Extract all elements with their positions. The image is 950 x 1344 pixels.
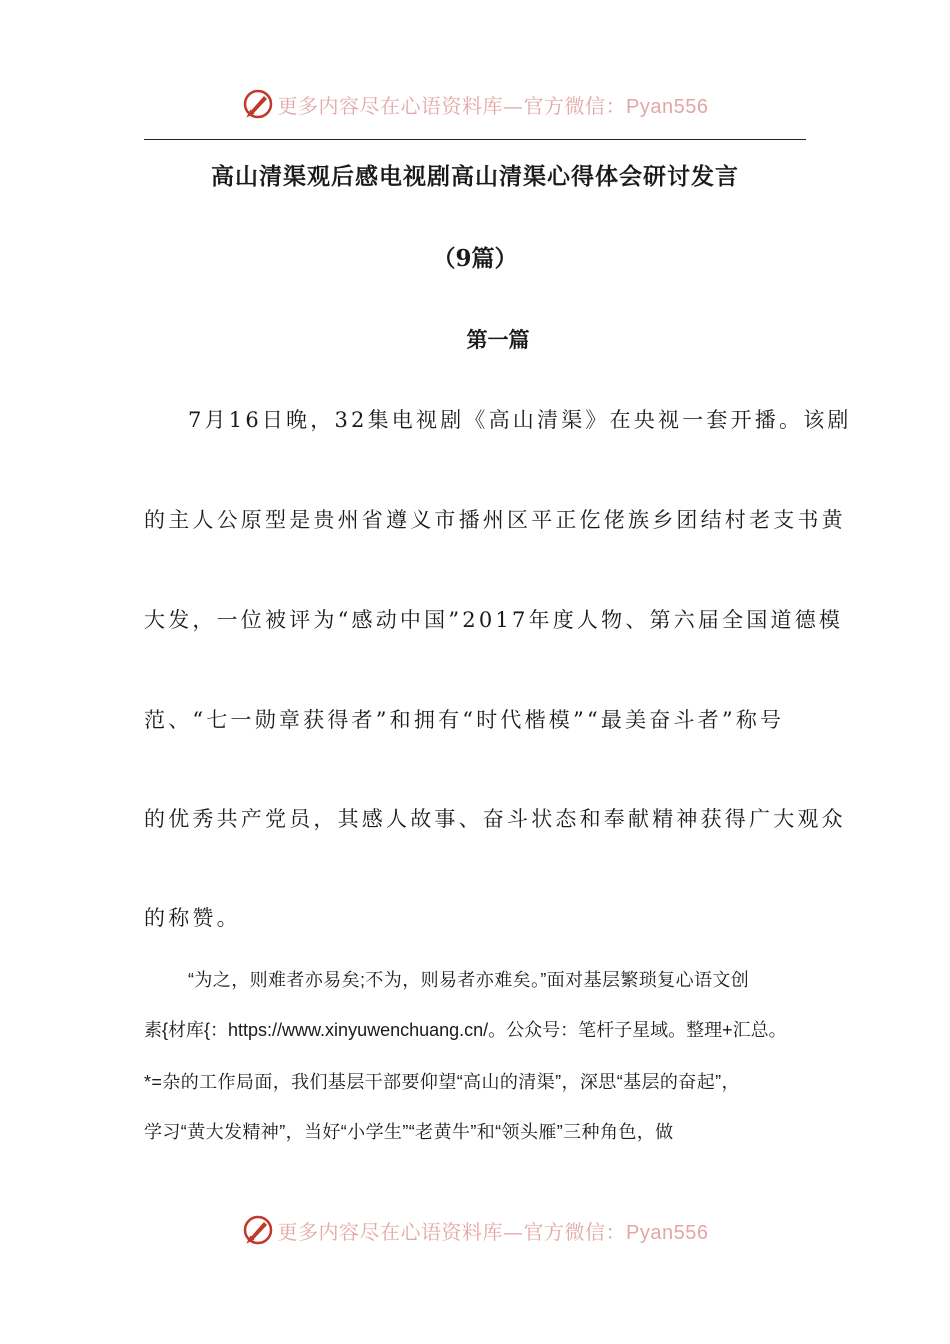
section-heading: 第一篇 (466, 327, 530, 352)
banner-message: 更多内容尽在心语资料库—官方微信： (277, 1219, 627, 1244)
document-title: 高山清渠观后感电视剧高山清渠心得体会研讨发言 (211, 163, 739, 190)
paragraph-line: *=杂的工作局面，我们基层干部要仰望“高山的清渠”，深思“基层的奋起”， (144, 1072, 740, 1092)
paragraph-line: 素{材库{：https://www.xinyuwenchuang.cn/。公众号：笔杆子星域。整理+汇总。 (144, 1020, 787, 1040)
header-banner (0, 82, 950, 126)
banner-text (278, 1216, 709, 1245)
paragraph-line: 范、“七一勋章获得者”和拥有“时代楷模”“最美奋斗者”称号 (144, 708, 785, 732)
quill-logo-icon (242, 88, 274, 120)
wechat-id: Pyan556 (626, 95, 709, 118)
header-rule (144, 139, 806, 140)
paragraph-line: 的优秀共产党员，其感人故事、奋斗状态和奉献精神获得广大观众 (144, 807, 846, 831)
paragraph-line: 大发，一位被评为“感动中国”2017年度人物、第六届全国道德模 (144, 608, 844, 632)
paragraph-line: “为之，则难者亦易矣;不为，则易者亦难矣。”面对基层繁琐复心语文创 (188, 970, 750, 990)
document-subtitle: （9篇） (432, 245, 518, 272)
banner-text (278, 90, 709, 119)
paragraph-line: 的称赞。 (144, 906, 241, 930)
paragraph-line: 7月16日晚，32集电视剧《高山清渠》在央视一套开播。该剧 (188, 408, 852, 432)
paragraph-line: 的主人公原型是贵州省遵义市播州区平正仡佬族乡团结村老支书黄 (144, 508, 846, 532)
paragraph-line: 学习“黄大发精神”，当好“小学生”“老黄牛”和“领头雁”三种角色，做 (144, 1122, 674, 1142)
quill-logo-icon (242, 1214, 274, 1246)
footer-banner (0, 1208, 950, 1252)
banner-message: 更多内容尽在心语资料库—官方微信： (277, 93, 627, 118)
wechat-id: Pyan556 (626, 1221, 709, 1244)
